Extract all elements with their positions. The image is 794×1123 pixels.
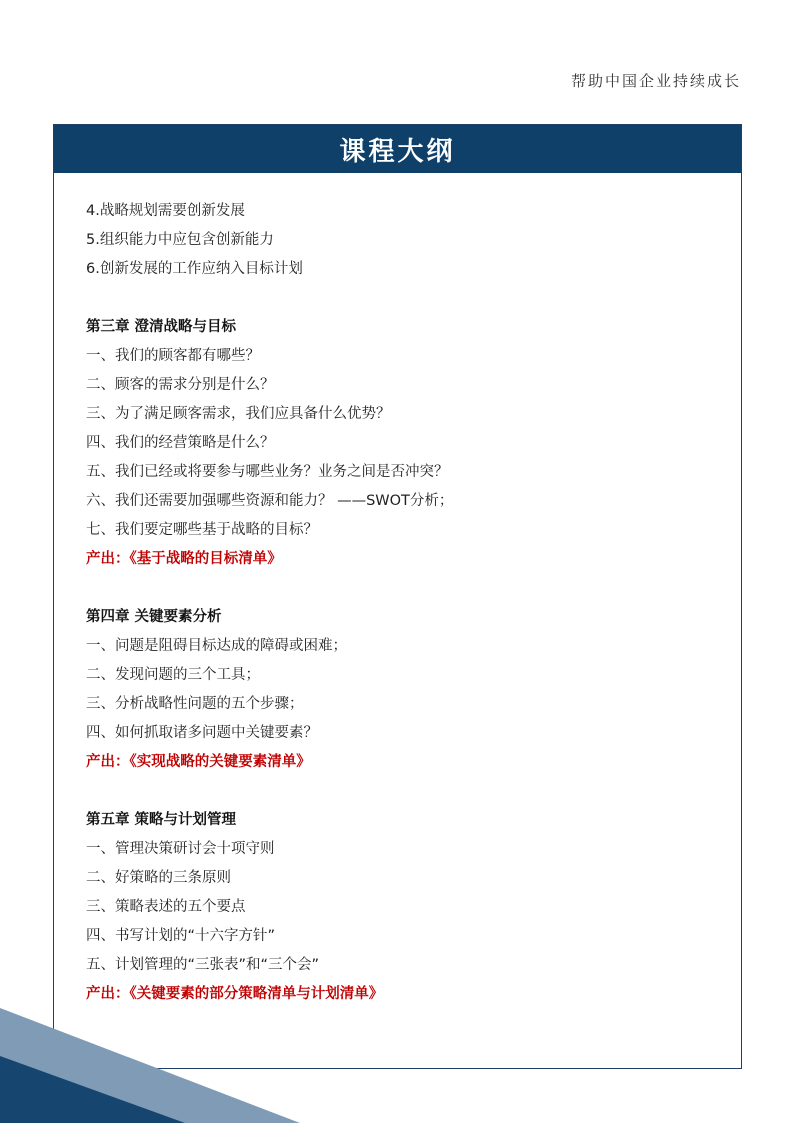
chapter-item: 二、好策略的三条原则 [86,870,231,886]
chapter-heading: 第五章 策略与计划管理 [86,812,237,828]
chapter-item: 一、问题是阻碍目标达成的障碍或困难； [86,638,347,654]
header-tagline: 帮助中国企业持续成长 [570,72,741,90]
chapter-item: 四、书写计划的“十六字方针” [86,928,276,944]
chapter-heading: 第三章 澄清战略与目标 [86,319,237,335]
intro-item: 5.组织能力中应包含创新能力 [86,232,274,248]
outline-title: 课程大纲 [339,136,456,167]
chapter-item: 一、管理决策研讨会十项守则 [86,841,275,857]
outline-content [86,197,726,1009]
chapter-item: 三、分析战略性问题的五个步骤； [86,696,304,712]
chapter-item: 一、我们的顾客都有哪些？ [86,348,260,364]
chapter-item: 三、为了满足顾客需求，我们应具备什么优势？ [86,406,391,422]
intro-item: 4.战略规划需要创新发展 [86,203,245,219]
outline-title-bar [54,125,741,173]
chapter-output: 产出：《基于战略的目标清单》 [86,551,282,567]
chapter-output: 产出：《实现战略的关键要素清单》 [86,754,311,770]
chapter-item: 四、如何抓取诸多问题中关键要素？ [86,725,318,741]
chapter-item: 二、顾客的需求分别是什么？ [86,377,275,393]
intro-item: 6.创新发展的工作应纳入目标计划 [86,261,303,277]
chapter-item: 三、策略表述的五个要点 [86,899,246,915]
chapter-item: 七、我们要定哪些基于战略的目标？ [86,522,318,538]
chapter-item: 六、我们还需要加强哪些资源和能力？ ——SWOT分析； [86,493,454,509]
chapter-heading: 第四章 关键要素分析 [86,609,222,625]
chapter-item: 四、我们的经营策略是什么？ [86,435,275,451]
chapter-item: 五、计划管理的“三张表”和“三个会” [86,957,320,973]
course-outline-panel [53,124,742,1069]
chapter-item: 五、我们已经或将要参与哪些业务？业务之间是否冲突？ [86,464,449,480]
chapter-output: 产出：《关键要素的部分策略清单与计划清单》 [86,986,384,1002]
chapter-item: 二、发现问题的三个工具； [86,667,260,683]
